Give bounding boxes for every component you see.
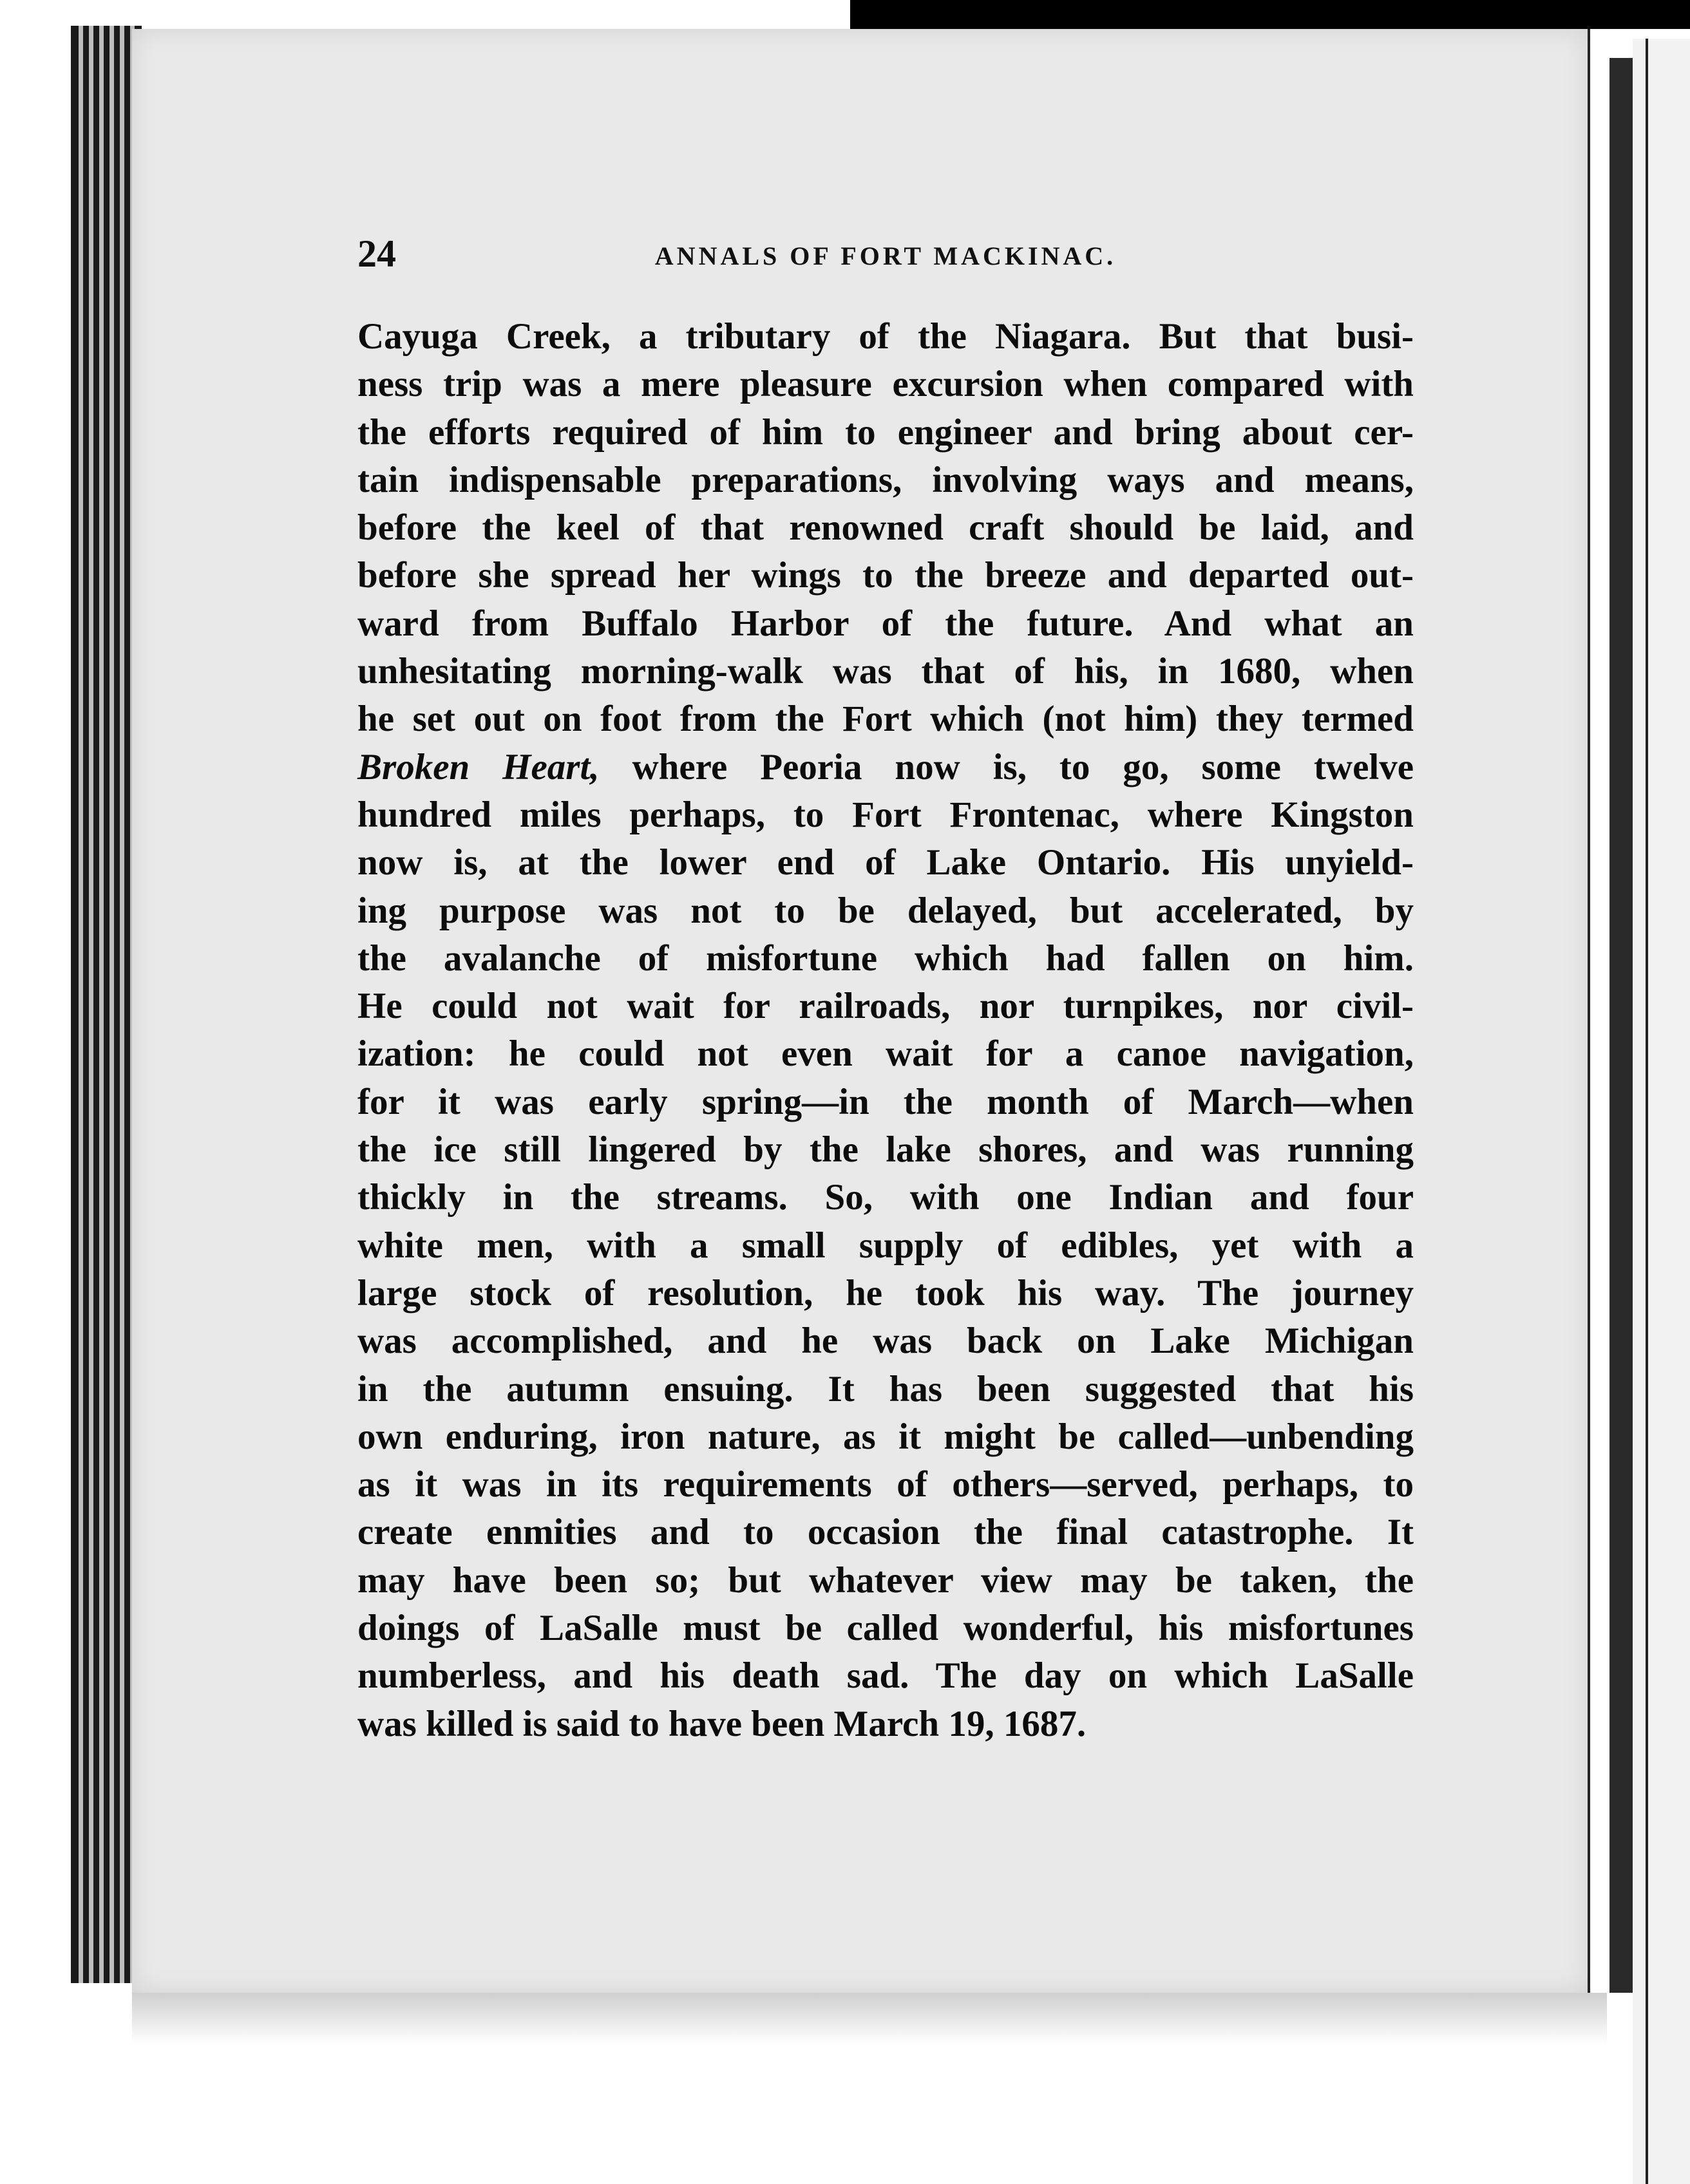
text-line: numberless, and his death sad. The day on which LaSalle: [357, 1655, 1414, 1697]
text-line-last: was killed is said to have been March 19, 1687.: [357, 1703, 1087, 1744]
book-spine: [1607, 58, 1633, 2144]
text-line: for it was early spring—in the month of March—when: [357, 1081, 1414, 1122]
text-line-with-italic: [357, 744, 1414, 791]
text-line: was accomplished, and he was back on Lake Michigan: [357, 1321, 1414, 1362]
running-head: [357, 232, 1414, 283]
text-line: hundred miles perhaps, to Fort Frontenac, where Kingston: [357, 794, 1414, 835]
page-bottom-edge: [132, 1993, 1607, 2044]
scan-top-band: [850, 0, 1690, 29]
text-line: create enmities and to occasion the final catastrophe. It: [357, 1512, 1414, 1553]
text-line-rest: where Peoria now is, to go, some twelve: [632, 746, 1414, 787]
text-line: now is, at the lower end of Lake Ontario. His unyield-: [357, 842, 1414, 883]
text-line: the efforts required of him to engineer and bring about cer-: [357, 411, 1414, 453]
text-line: Cayuga Creek, a tributary of the Niagara. But that busi-: [357, 316, 1414, 357]
text-line: he set out on foot from the Fort which (not him) they termed: [357, 699, 1414, 740]
body-paragraph: [357, 313, 1414, 1748]
text-line: thickly in the streams. So, with one Indian and four: [357, 1177, 1414, 1218]
italic-phrase: Broken Heart,: [357, 746, 600, 787]
text-line: tain indispensable preparations, involving ways and means,: [357, 459, 1414, 500]
running-title: ANNALS OF FORT MACKINAC.: [654, 241, 1117, 270]
text-line: before the keel of that renowned craft should be laid, and: [357, 507, 1414, 549]
text-line: unhesitating morning-walk was that of his, in 1680, when: [357, 651, 1414, 692]
text-line: ness trip was a mere pleasure excursion when compared with: [357, 364, 1414, 405]
text-line: before she spread her wings to the breeze and departed out-: [357, 555, 1414, 596]
text-line: large stock of resolution, he took his way. The journey: [357, 1272, 1414, 1313]
text-line: He could not wait for railroads, nor turnpikes, nor civil-: [357, 986, 1414, 1027]
text-line: the ice still lingered by the lake shores, and was running: [357, 1129, 1414, 1171]
text-line: doings of LaSalle must be called wonderful, his misfortunes: [357, 1608, 1414, 1649]
page-edges: [71, 26, 142, 1983]
text-line: own enduring, iron nature, as it might be called—unbending: [357, 1416, 1414, 1457]
text-line: may have been so; but whatever view may be taken, the: [357, 1559, 1414, 1601]
text-line: white men, with a small supply of edibles, yet with a: [357, 1225, 1414, 1266]
adjacent-page: [1633, 39, 1690, 2184]
page-number: 24: [357, 232, 396, 275]
text-line: ward from Buffalo Harbor of the future. And what an: [357, 603, 1414, 644]
text-line: ing purpose was not to be delayed, but accelerated, by: [357, 890, 1414, 931]
page-gutter: [1588, 29, 1609, 2115]
text-line: the avalanche of misfortune which had fallen on him.: [357, 937, 1414, 979]
text-line: ization: he could not even wait for a canoe navigation,: [357, 1033, 1414, 1075]
scan-top-margin: [0, 0, 850, 18]
text-line: as it was in its requirements of others—served, perhaps, to: [357, 1464, 1414, 1505]
text-line: in the autumn ensuing. It has been suggested that his: [357, 1368, 1414, 1409]
